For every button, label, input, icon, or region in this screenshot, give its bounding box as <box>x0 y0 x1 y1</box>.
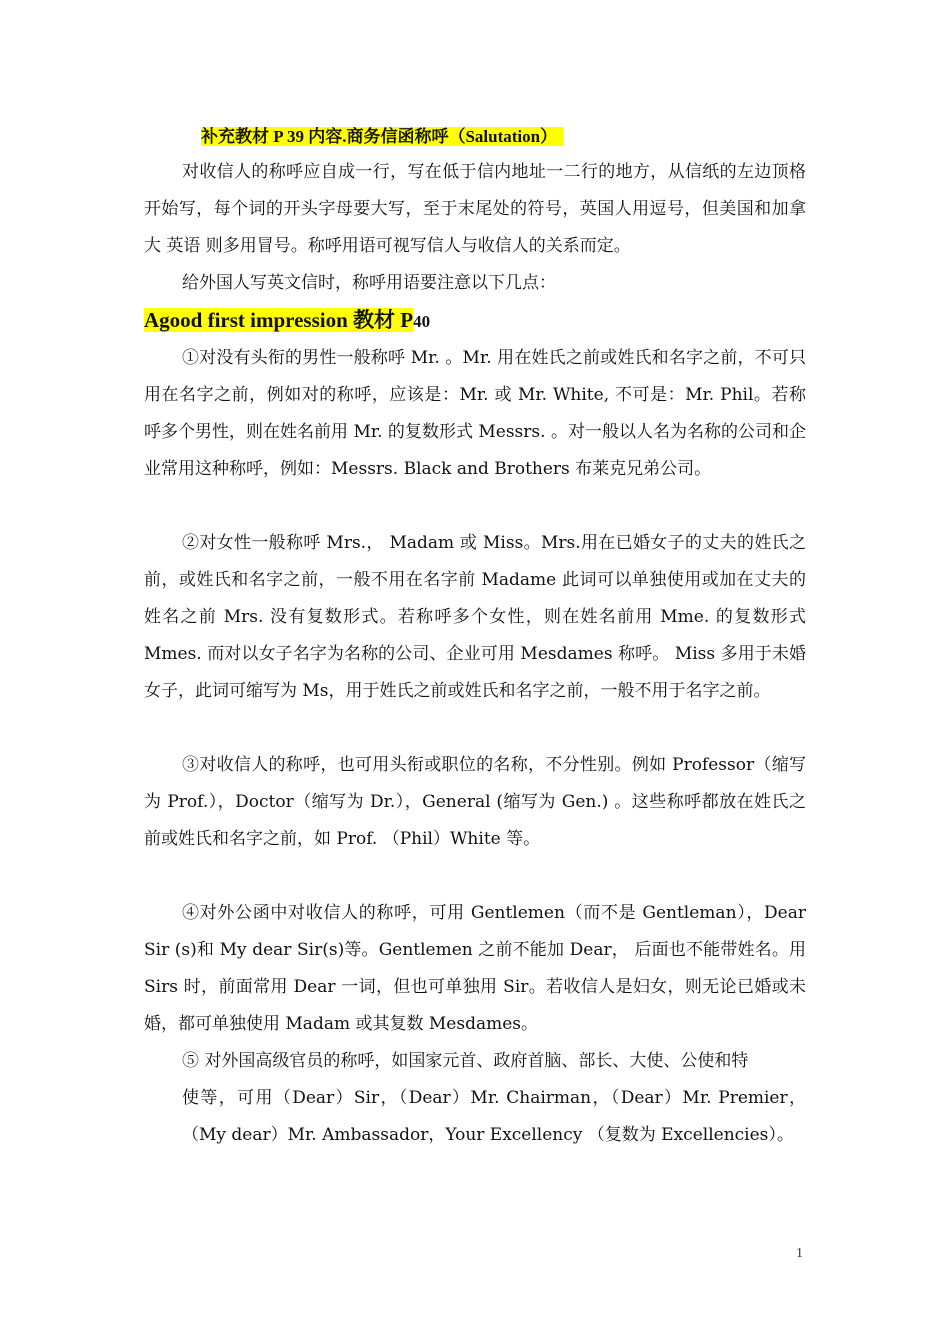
spacer <box>144 858 806 895</box>
subheading-line <box>144 302 806 340</box>
intro-paragraph-1: 对收信人的称呼应自成一行，写在低于信内地址一二行的地方，从信纸的左边顶格开始写，每个词的开头字母要大写，至于末尾处的符号，英国人用逗号，但美国和加拿大 英语 则多用冒号。称呼用语可视写信人与收信人的关系而定。 <box>144 162 806 256</box>
page-content <box>144 120 806 1154</box>
subheading-page-number: 40 <box>413 312 431 331</box>
page-number: 1 <box>796 1246 803 1261</box>
title-line <box>144 120 806 154</box>
item-4: ④对外公函中对收信人的称呼，可用 Gentlemen（而不是 Gentleman），Dear Sir (s)和 My dear Sir(s)等。Gentlemen 之前不能加 Dear， 后面也不能带姓名。用 Sirs 时，前面常用 Dear 一词，但也可单独用 Sir。若收信人是妇女，则无论已婚或未婚，都可单独使用 Madam 或其复数 Mesdames。 <box>144 903 806 1034</box>
item-1: ①对没有头衔的男性一般称呼 Mr. 。Mr. 用在姓氏之前或姓氏和名字之前，不可只用在名字之前，例如对的称呼，应该是：Mr. 或 Mr. White, 不可是：Mr. Phil。若称呼多个男性，则在姓名前用 Mr. 的复数形式 Messrs. 。对一般以人名为名称的公司和企业常用这种称呼，例如：Messrs. Black and Brothers 布莱克兄弟公司。 <box>144 348 806 479</box>
item-3: ③对收信人的称呼，也可用头衔或职位的名称，不分性别。例如 Professor（缩写为 Prof.），Doctor（缩写为 Dr.），General (缩写为 Gen.) 。这些称呼都放在姓氏之前或姓氏和名字之前，如 Prof. （Phil）White 等。 <box>144 755 806 849</box>
item-2: ②对女性一般称呼 Mrs.， Madam 或 Miss。Mrs.用在已婚女子的丈夫的姓氏之前，或姓氏和名字之前，一般不用在名字前 Madame 此词可以单独使用或加在丈夫的姓名之前 Mrs. 没有复数形式。若称呼多个女性，则在姓名前用 Mme. 的复数形式 Mmes. 而对以女子名字为名称的公司、企业可用 Mesdames 称呼。 Miss 多用于未婚女子，此词可缩写为 Ms，用于姓氏之前或姓氏和名字之前，一般不用于名字之前。 <box>144 533 806 701</box>
item-5-continuation: 使等，可用（Dear）Sir，（Dear）Mr. Chairman，（Dear）Mr. Premier，（My dear）Mr. Ambassador，Your Excellency （复数为 Excellencies）。 <box>182 1088 806 1145</box>
page-title: 补充教材 P 39 内容.商务信函称呼（Salutation） <box>201 127 563 146</box>
intro-paragraph-2: 给外国人写英文信时，称呼用语要注意以下几点： <box>182 273 556 293</box>
spacer <box>144 710 806 747</box>
subheading: Agood first impression 教材 P <box>144 308 414 332</box>
spacer <box>144 488 806 525</box>
item-5-first-line: ⑤ 对外国高级官员的称呼，如国家元首、政府首脑、部长、大使、公使和特 <box>182 1051 749 1071</box>
